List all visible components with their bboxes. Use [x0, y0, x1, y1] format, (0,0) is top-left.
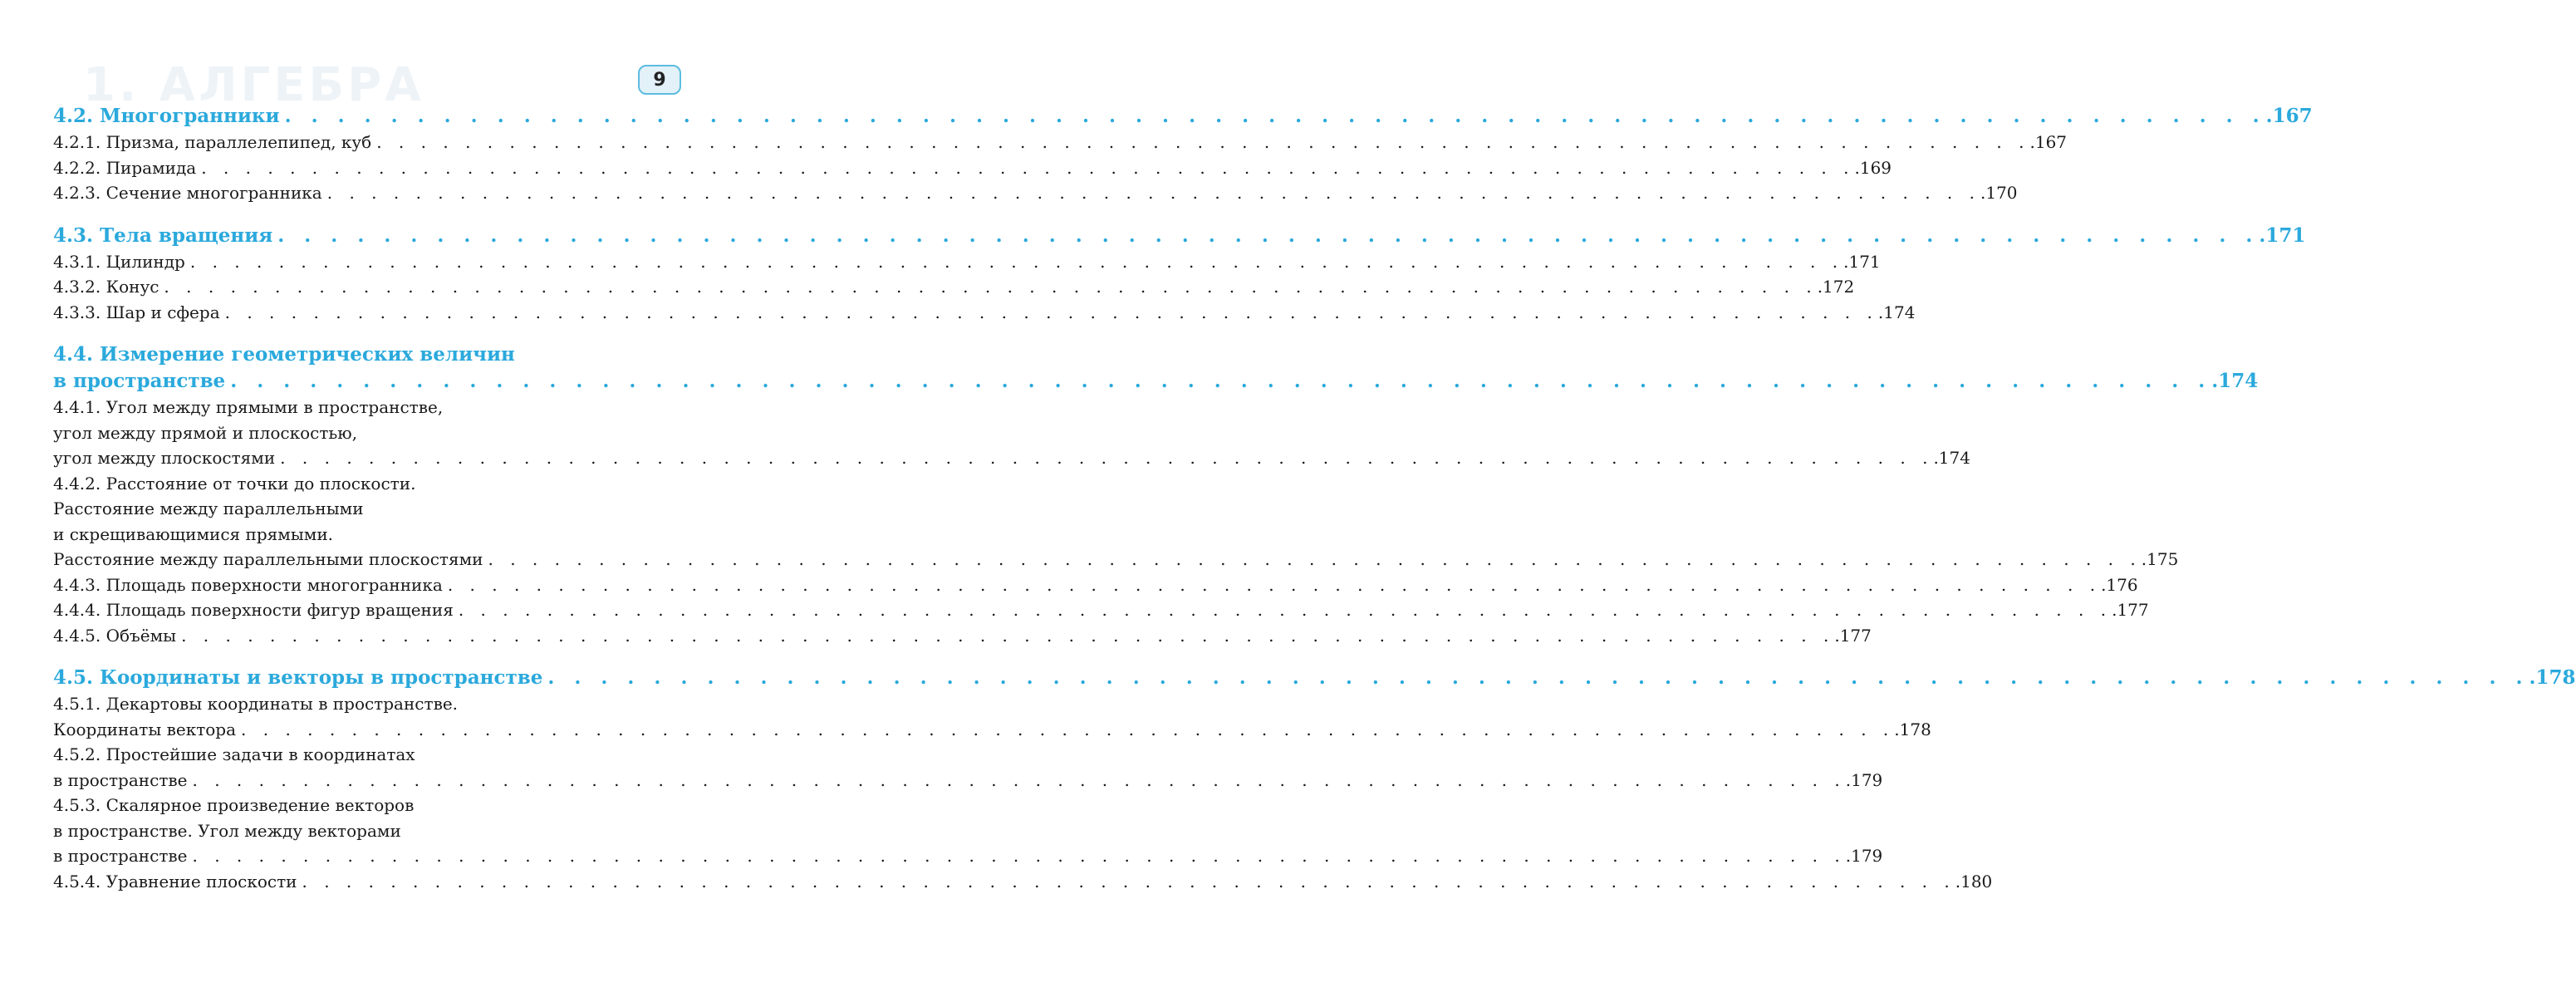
toc-entry: [53, 155, 1892, 181]
toc-page-number: .178: [2529, 666, 2576, 689]
toc-page-number: .174: [1933, 448, 1970, 468]
toc-page-number: .174: [2211, 370, 2259, 392]
dot-leader: . . . . . . . . . . . . . . . . . . . . . . . . . . . . . . . . . . . . . . . . . . . . . . . . . . . . . . . . . . . . . . . . . . . . . . . . . . .: [376, 132, 2030, 152]
toc-entry: [53, 496, 666, 522]
toc-entry-title: 4.2.1. Призма, параллелепипед, куб: [53, 132, 372, 152]
toc-section-heading: [53, 665, 2576, 691]
dot-leader: . . . . . . . . . . . . . . . . . . . . . . . . . . . . . . . . . . . . . . . . . . . . . . . . . . . . . . . . . . . . . . . . . . . . . . . . . . .: [277, 223, 2260, 247]
toc-entry-title: 4.4.1. Угол между прямыми в пространстве,: [53, 397, 444, 417]
toc-entry-title: в пространстве: [53, 370, 226, 392]
toc-entry-title: 4.4.4. Площадь поверхности фигур вращения: [53, 600, 454, 620]
toc-page-number: .171: [2259, 223, 2306, 247]
toc-page-number: .170: [1980, 183, 2018, 203]
toc-entry: [53, 869, 1993, 895]
toc-entry-title: 4.4.3. Площадь поверхности многогранника: [53, 574, 443, 595]
toc-entry-title: 4.3.3. Шар и сфера: [53, 302, 220, 322]
toc-entry: [53, 793, 666, 818]
toc-section-heading: [53, 341, 666, 368]
toc-entry-title: угол между плоскостями: [53, 448, 276, 468]
toc-page-number: .177: [1834, 625, 1872, 646]
dot-leader: . . . . . . . . . . . . . . . . . . . . . . . . . . . . . . . . . . . . . . . . . . . . . . . . . . . . . . . . . . . . . . . . . . . . . . . . . . .: [547, 666, 2529, 689]
toc-entry: [53, 471, 666, 497]
toc-entry-title: Координаты вектора: [53, 719, 237, 739]
toc-page-number: .180: [1955, 871, 1993, 891]
toc-entry: [53, 395, 666, 420]
toc-entry: [53, 522, 666, 548]
toc-entry: [53, 768, 1883, 793]
toc-page-number: .179: [1845, 846, 1883, 866]
page-number-badge: 9: [638, 65, 681, 95]
toc-entry: [53, 274, 1855, 300]
toc-entry: [53, 547, 2179, 572]
toc-entry-title: 4.4.2. Расстояние от точки до плоскости.: [53, 473, 416, 494]
toc-entry: [53, 843, 1883, 869]
dot-leader: . . . . . . . . . . . . . . . . . . . . . . . . . . . . . . . . . . . . . . . . . . . . . . . . . . . . . . . . . . . . . . . . . . . . . . . . . . .: [230, 370, 2212, 392]
toc-page-number: .175: [2141, 549, 2179, 569]
toc-entry-title: 4.2.2. Пирамида: [53, 157, 197, 178]
toc-entry-title: 4.4.5. Объёмы: [53, 625, 177, 646]
toc-entry: [53, 818, 666, 844]
toc-entry-title: 4.4. Измерение геометрических величин: [53, 343, 515, 366]
dot-leader: . . . . . . . . . . . . . . . . . . . . . . . . . . . . . . . . . . . . . . . . . . . . . . . . . . . . . . . . . . . . . . . . . . . . . . . . . . .: [201, 157, 1855, 178]
dot-leader: . . . . . . . . . . . . . . . . . . . . . . . . . . . . . . . . . . . . . . . . . . . . . . . . . . . . . . . . . . . . . . . . . . . . . . . . . . .: [189, 251, 1844, 272]
dot-leader: . . . . . . . . . . . . . . . . . . . . . . . . . . . . . . . . . . . . . . . . . . . . . . . . . . . . . . . . . . . . . . . . . . . . . . . . . . .: [447, 574, 2102, 595]
toc-page-number: .167: [2265, 105, 2313, 127]
toc-section-heading: [53, 103, 2313, 130]
table-of-contents: [53, 103, 2576, 894]
toc-entry-title: в пространстве: [53, 846, 188, 866]
toc-entry-title: 4.5.1. Декартовы координаты в пространстве.: [53, 694, 459, 714]
toc-entry: [53, 445, 1970, 471]
toc-entry-title: 4.3. Тела вращения: [53, 223, 273, 247]
toc-entry: [53, 717, 1931, 743]
toc-section-heading: [53, 368, 2259, 395]
toc-entry: [53, 249, 1881, 275]
toc-entry-title: в пространстве. Угол между векторами: [53, 820, 401, 841]
toc-page-number: .172: [1817, 277, 1855, 297]
toc-entry-title: 4.2. Многогранники: [53, 105, 280, 127]
dot-leader: . . . . . . . . . . . . . . . . . . . . . . . . . . . . . . . . . . . . . . . . . . . . . . . . . . . . . . . . . . . . . . . . . . . . . . . . . . .: [458, 600, 2112, 620]
dot-leader: . . . . . . . . . . . . . . . . . . . . . . . . . . . . . . . . . . . . . . . . . . . . . . . . . . . . . . . . . . . . . . . . . . . . . . . . . . .: [192, 769, 1846, 790]
toc-entry-title: 4.5. Координаты и векторы в пространстве: [53, 666, 543, 689]
dot-leader: . . . . . . . . . . . . . . . . . . . . . . . . . . . . . . . . . . . . . . . . . . . . . . . . . . . . . . . . . . . . . . . . . . . . . . . . . . .: [326, 183, 1980, 203]
toc-entry-title: угол между прямой и плоскостью,: [53, 422, 358, 443]
toc-entry: [53, 572, 2138, 598]
toc-entry-title: в пространстве: [53, 769, 188, 790]
toc-page-number: .177: [2112, 600, 2149, 620]
toc-entry: [53, 691, 666, 717]
dot-leader: . . . . . . . . . . . . . . . . . . . . . . . . . . . . . . . . . . . . . . . . . . . . . . . . . . . . . . . . . . . . . . . . . . . . . . . . . . .: [488, 549, 2142, 569]
toc-entry: [53, 623, 1872, 649]
dot-leader: . . . . . . . . . . . . . . . . . . . . . . . . . . . . . . . . . . . . . . . . . . . . . . . . . . . . . . . . . . . . . . . . . . . . . . . . . . .: [302, 871, 1955, 891]
toc-entry-title: 4.5.2. Простейшие задачи в координатах: [53, 744, 415, 764]
section-gap: [53, 206, 666, 223]
dot-leader: . . . . . . . . . . . . . . . . . . . . . . . . . . . . . . . . . . . . . . . . . . . . . . . . . . . . . . . . . . . . . . . . . . . . . . . . . . .: [181, 625, 1835, 646]
section-gap: [53, 648, 666, 665]
dot-leader: . . . . . . . . . . . . . . . . . . . . . . . . . . . . . . . . . . . . . . . . . . . . . . . . . . . . . . . . . . . . . . . . . . . . . . . . . . .: [164, 277, 1818, 297]
dot-leader: . . . . . . . . . . . . . . . . . . . . . . . . . . . . . . . . . . . . . . . . . . . . . . . . . . . . . . . . . . . . . . . . . . . . . . . . . . .: [241, 719, 1895, 739]
toc-entry: [53, 420, 666, 446]
toc-entry: [53, 597, 2149, 623]
toc-entry-title: 4.2.3. Сечение многогранника: [53, 183, 322, 203]
toc-section-heading: [53, 223, 2306, 249]
toc-page-number: .179: [1845, 769, 1883, 790]
toc-page-number: .171: [1843, 251, 1881, 272]
toc-page-number: .176: [2101, 574, 2138, 595]
dot-leader: . . . . . . . . . . . . . . . . . . . . . . . . . . . . . . . . . . . . . . . . . . . . . . . . . . . . . . . . . . . . . . . . . . . . . . . . . . .: [280, 448, 1934, 468]
toc-entry: [53, 742, 666, 768]
toc-entry-title: 4.3.1. Цилиндр: [53, 251, 185, 272]
toc-page-number: .169: [1854, 157, 1892, 178]
toc-entry-title: 4.3.2. Конус: [53, 277, 159, 297]
toc-entry: [53, 180, 2018, 206]
section-gap: [53, 325, 666, 341]
dot-leader: . . . . . . . . . . . . . . . . . . . . . . . . . . . . . . . . . . . . . . . . . . . . . . . . . . . . . . . . . . . . . . . . . . . . . . . . . . .: [192, 846, 1846, 866]
toc-page-number: .178: [1894, 719, 1931, 739]
toc-entry-title: 4.5.3. Скалярное произведение векторов: [53, 795, 415, 815]
toc-page-number: .174: [1877, 302, 1916, 322]
toc-entry: [53, 130, 2068, 155]
toc-entry: [53, 300, 1916, 326]
toc-entry-title: Расстояние между параллельными плоскостями: [53, 549, 483, 569]
dot-leader: . . . . . . . . . . . . . . . . . . . . . . . . . . . . . . . . . . . . . . . . . . . . . . . . . . . . . . . . . . . . . . . . . . . . . . . . . . .: [224, 302, 1878, 322]
toc-entry-title: и скрещивающимися прямыми.: [53, 523, 334, 544]
toc-page-number: .167: [2029, 132, 2068, 152]
background-heading: 1. АЛГЕБРА: [83, 58, 424, 112]
toc-entry-title: 4.5.4. Уравнение плоскости: [53, 871, 297, 891]
toc-entry-title: Расстояние между параллельными: [53, 498, 364, 518]
dot-leader: . . . . . . . . . . . . . . . . . . . . . . . . . . . . . . . . . . . . . . . . . . . . . . . . . . . . . . . . . . . . . . . . . . . . . . . . . . .: [284, 105, 2266, 127]
